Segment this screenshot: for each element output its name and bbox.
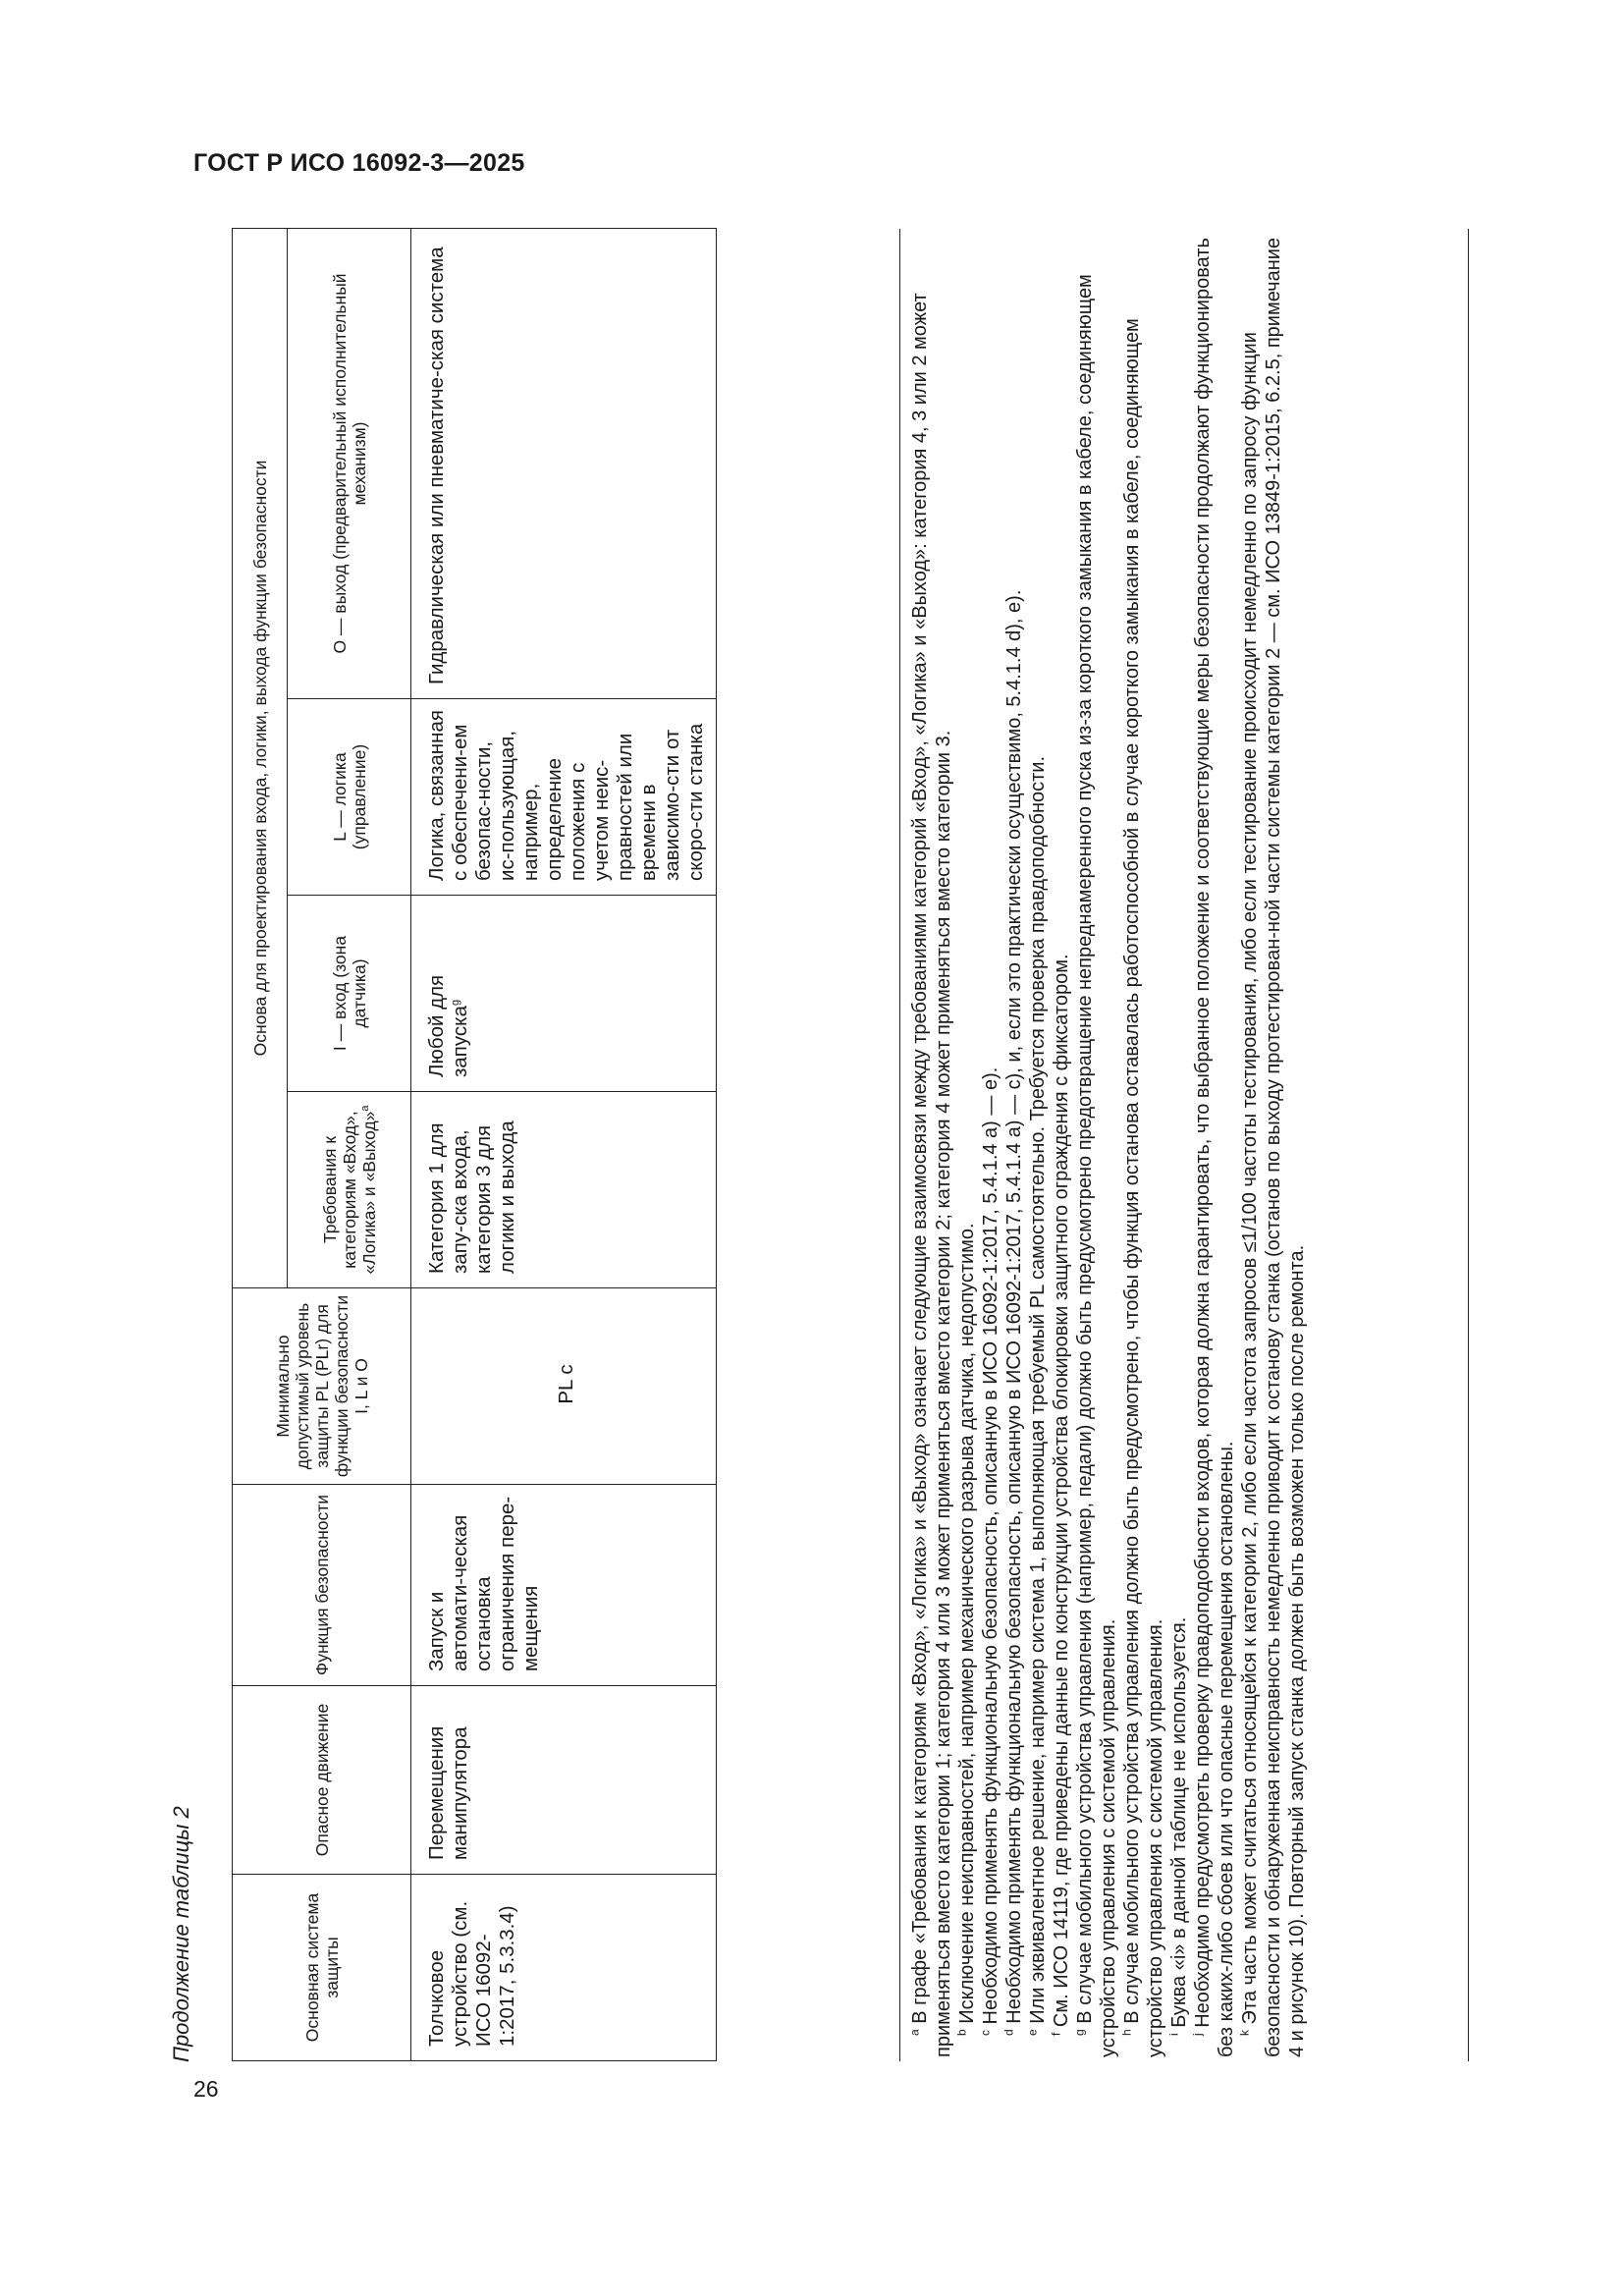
header-logic: L — логика (управление) [288, 699, 411, 896]
header-input: I — вход (зона датчика) [288, 896, 411, 1092]
table-notes [899, 229, 1469, 2061]
note-text: Исключение неисправностей, например механического разрыва датчика, недопустимо. [956, 1223, 978, 2024]
safety-table [232, 228, 717, 2061]
header-system: Основная система защиты [233, 1875, 411, 2061]
header-requirements-mark: a [358, 1105, 371, 1112]
cell-hazard: Перемещения манипулятора [411, 1686, 717, 1875]
note-d [1002, 233, 1026, 2057]
header-pl: Минимально допустимый уровень защиты PL (PLr) для функции безопасности I, L и O [233, 1288, 411, 1485]
header-output: O — выход (предварительный исполнительный механизм) [288, 228, 411, 698]
note-text: См. ИСО 14119, где приведены данные по конструкции устройства блокировки защитного ограждения с фиксатором. [1051, 954, 1072, 2028]
cell-output: Гидравлическая или пневматиче-ская система [411, 228, 717, 698]
note-f [1050, 233, 1073, 2057]
document-title: ГОСТ Р ИСО 16092-3—2025 [193, 149, 525, 177]
header-function: Функция безопасности [233, 1485, 411, 1686]
page-number: 26 [193, 2076, 219, 2102]
header-requirements-text: Требования к категориям «Вход», «Логика» и «Выход» [319, 1111, 379, 1275]
note-text: Необходимо предусмотреть проверку правдоподобности входов, которая должна гарантировать, что выбранное положение и соответствующие меры безопасности продолжают функционировать без каких-либо сбоев или что опасные перемещения остановлены. [1192, 238, 1237, 2057]
note-mark: j [1190, 2033, 1205, 2036]
cell-input-mark: g [450, 999, 462, 1006]
note-text: В случае мобильного устройства управления должно быть предусмотрено, чтобы функция останова оставалась работоспособной в случае короткого замыкания в кабеле, соединяющем устройство управления с системой управления. [1121, 318, 1166, 2057]
table-row [411, 228, 717, 2060]
cell-logic: Логика, связанная с обеспечени-ем безопас-ности, ис-пользующая, например, определение положения с учетом неис-правностей или времени в зависимо-сти от скоро-сти станка [411, 699, 717, 896]
note-mark: i [1166, 2033, 1181, 2036]
header-group: Основа для проектирования входа, логики, выхода функции безопасности [233, 228, 288, 1287]
note-text: Буква «i» в данной таблице не используется. [1168, 1616, 1190, 2028]
note-text: Необходимо применять функциональную безопасность, описанную в ИСО 16092-1:2017, 5.4.1.4 a) — c), и, если это практически осуществимо, 5.4.1.4 d), e). [1003, 589, 1025, 2024]
cell-system: Толчковое устройство (см. ИСО 16092-1:2017, 5.3.3.4) [411, 1875, 717, 2061]
note-mark: h [1119, 2029, 1134, 2036]
note-mark: k [1237, 2030, 1252, 2036]
note-g [1073, 233, 1120, 2057]
note-c [979, 233, 1002, 2057]
note-mark: e [1025, 2029, 1040, 2036]
note-text: В случае мобильного устройства управления (например, педали) должно быть предусмотрено предотвращение непреднамеренного пуска из-за короткого замыкания в кабеле, соединяющем устройство управления с системой управления. [1074, 274, 1119, 2057]
note-text: Необходимо применять функциональную безопасность, описанную в ИСО 16092-1:2017, 5.4.1.4 a) — e). [980, 1066, 1001, 2025]
note-i [1167, 233, 1191, 2057]
note-mark: a [907, 2029, 922, 2036]
note-mark: d [1001, 2029, 1016, 2036]
header-hazard: Опасное движение [233, 1686, 411, 1875]
cell-requirements: Категория 1 для запу-ска входа, категория 3 для логики и выхода [411, 1092, 717, 1288]
cell-input-text: Любой для запуска [425, 974, 471, 1077]
header-requirements [288, 1092, 411, 1288]
table-continuation-caption: Продолжение таблицы 2 [169, 1806, 193, 2062]
cell-pl: PL c [411, 1288, 717, 1485]
note-j [1191, 233, 1238, 2057]
note-a [908, 233, 955, 2057]
note-e [1026, 233, 1050, 2057]
note-mark: c [978, 2030, 993, 2036]
note-text: Или эквивалентное решение, например система 1, выполняющая требуемый PL самостоятельно. Требуется проверка правдоподобности. [1027, 755, 1049, 2024]
note-b [955, 233, 979, 2057]
note-text: В графе «Требования к категориям «Вход», «Логика» и «Выход» означает следующие взаимосвязи между требованиями категорий «Вход», «Логика» и «Выход»: категория 4, 3 или 2 может применяться вместо категории 1; категория 4 или 3 может применяться вместо категории 2; категория 4 может применяться вместо категории 3. [909, 293, 954, 2057]
note-mark: f [1049, 2032, 1063, 2036]
note-mark: g [1072, 2029, 1087, 2036]
note-h [1120, 233, 1167, 2057]
cell-function: Запуск и автомати-ческая остановка ограничения пере-мещения [411, 1485, 717, 1686]
note-text: Эта часть может считаться относящейся к категории 2, либо если частота запросов ≤1/100 частоты тестирования, либо если тестирование происходит немедленно по запросу функции безопасности и обнаруженная неисправность немедленно приводит к останову станка (останов по выходу протестирован-ной части системы категории 2 — см. ИСО 13849-1:2015, 6.2.5, примечание 4 и рисунок 10). Повторный запуск станка должен быть возможен только после ремонта. [1239, 237, 1308, 2057]
note-mark: b [954, 2029, 969, 2036]
rotated-table-area [232, 229, 1469, 2061]
cell-input [411, 896, 717, 1092]
note-k [1238, 233, 1309, 2057]
